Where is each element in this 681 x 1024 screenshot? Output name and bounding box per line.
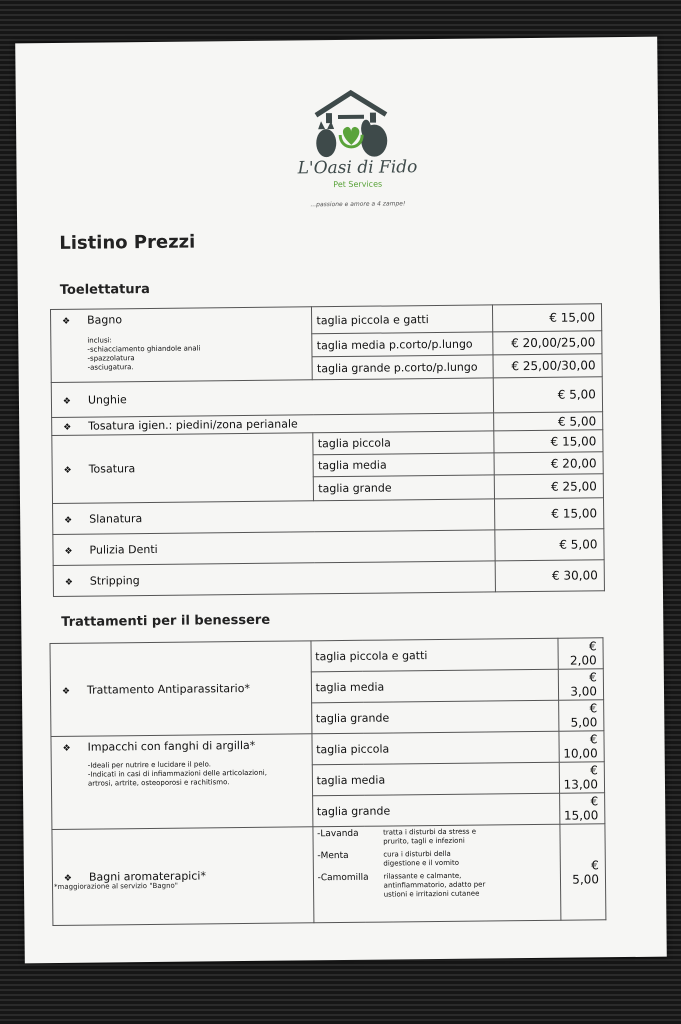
size-label: taglia grande xyxy=(311,700,558,734)
service-aromaterapici: ❖ Bagni aromaterapici* xyxy=(52,827,314,926)
herb-list xyxy=(313,824,561,923)
price-value: € 25,00/30,00 xyxy=(493,354,602,378)
service-unghie: ❖ Unghie xyxy=(51,378,493,418)
service-tosatura: ❖ Tosatura xyxy=(52,433,314,504)
service-pulizia-denti: ❖ Pulizia Denti xyxy=(53,530,495,566)
price-value: € 10,00 xyxy=(559,731,605,762)
herb-item-lavanda: -Lavanda tratta i disturbi da stress e prurito, tagli e infezioni xyxy=(317,827,477,846)
price-value: € 15,00 xyxy=(493,304,602,332)
price-value: € 20,00/25,00 xyxy=(493,331,602,355)
price-value: € 2,00 xyxy=(558,638,604,669)
service-antiparassitario: ❖ Trattamento Antiparassitario* xyxy=(50,641,312,737)
size-label: taglia piccola e gatti xyxy=(311,638,558,672)
size-label: taglia media xyxy=(313,453,494,477)
size-label: taglia media xyxy=(311,669,558,703)
price-value: € 15,00 xyxy=(495,498,604,530)
page-title: Listino Prezzi xyxy=(59,231,196,254)
service-name: Bagno xyxy=(87,313,123,327)
service-tosatura-igienica: ❖ Tosatura igien.: piedini/zona perianale xyxy=(52,413,494,436)
price-value: € 13,00 xyxy=(559,762,605,793)
size-label: taglia media p.corto/p.lungo xyxy=(312,332,493,357)
herb-item-camomilla: -Camomilla rilassante e calmante, antinfiammatorio, adatto per ustioni e irritazioni cutanee xyxy=(317,871,486,899)
footnote: *maggiorazione al servizio "Bagno" xyxy=(53,881,179,892)
price-value: € 15,00 xyxy=(494,430,603,453)
size-label: taglia grande xyxy=(312,793,559,827)
herb-item-menta: -Menta cura i disturbi della digestione e il vomito xyxy=(317,849,460,868)
section-title-wellness: Trattamenti per il benessere xyxy=(61,612,271,630)
table-row xyxy=(52,824,606,926)
brand-motto: ...passione e amore a 4 zampe! xyxy=(310,200,406,209)
size-label: taglia media xyxy=(312,762,559,796)
price-value: € 5,00 xyxy=(493,377,602,413)
price-list-sheet xyxy=(15,37,667,964)
grooming-table xyxy=(50,303,605,597)
price-value: € 3,00 xyxy=(558,669,604,700)
price-value: € 5,00 xyxy=(560,824,606,920)
price-value: € 5,00 xyxy=(495,529,604,561)
brand-name: L'Oasi di Fido xyxy=(297,157,418,179)
table-row xyxy=(53,560,604,597)
service-stripping: ❖ Stripping xyxy=(53,561,495,597)
price-value: € 5,00 xyxy=(494,412,603,431)
size-label: taglia piccola xyxy=(312,731,559,765)
price-value: € 25,00 xyxy=(494,474,603,499)
service-bagno: ❖ Bagno inclusi: -schiacciamento ghiandole anali -spazzolatura -asciugatura. xyxy=(50,307,312,383)
table-row xyxy=(51,377,602,418)
section-title-grooming: Toelettatura xyxy=(59,281,150,298)
price-value: € 15,00 xyxy=(559,793,605,824)
price-value: € 20,00 xyxy=(494,452,603,475)
size-label: taglia piccola e gatti xyxy=(312,305,493,334)
price-value: € 5,00 xyxy=(558,700,604,731)
service-fanghi: ❖ Impacchi con fanghi di argilla* -Ideali per nutrire e lucidare il pelo. -Indicati in casi di infiammazioni delle articolazioni, artrosi, artrite, osteoporosi e rachitismo. xyxy=(51,734,313,830)
service-slanatura: ❖ Slanatura xyxy=(53,499,495,535)
size-label: taglia grande p.corto/p.lungo xyxy=(312,355,493,380)
price-value: € 30,00 xyxy=(495,560,604,592)
brand-subtitle: Pet Services xyxy=(333,179,383,190)
fanghi-notes: -Ideali per nutrire e lucidare il pelo. -Indicati in casi di infiammazioni delle articolazioni, artrosi, artrite, osteoporosi e rachitismo. xyxy=(87,760,267,788)
size-label: taglia piccola xyxy=(313,431,494,455)
size-label: taglia grande xyxy=(314,475,495,501)
bagno-includes: inclusi: -schiacciamento ghiandole anali -spazzolatura -asciugatura. xyxy=(87,336,201,372)
